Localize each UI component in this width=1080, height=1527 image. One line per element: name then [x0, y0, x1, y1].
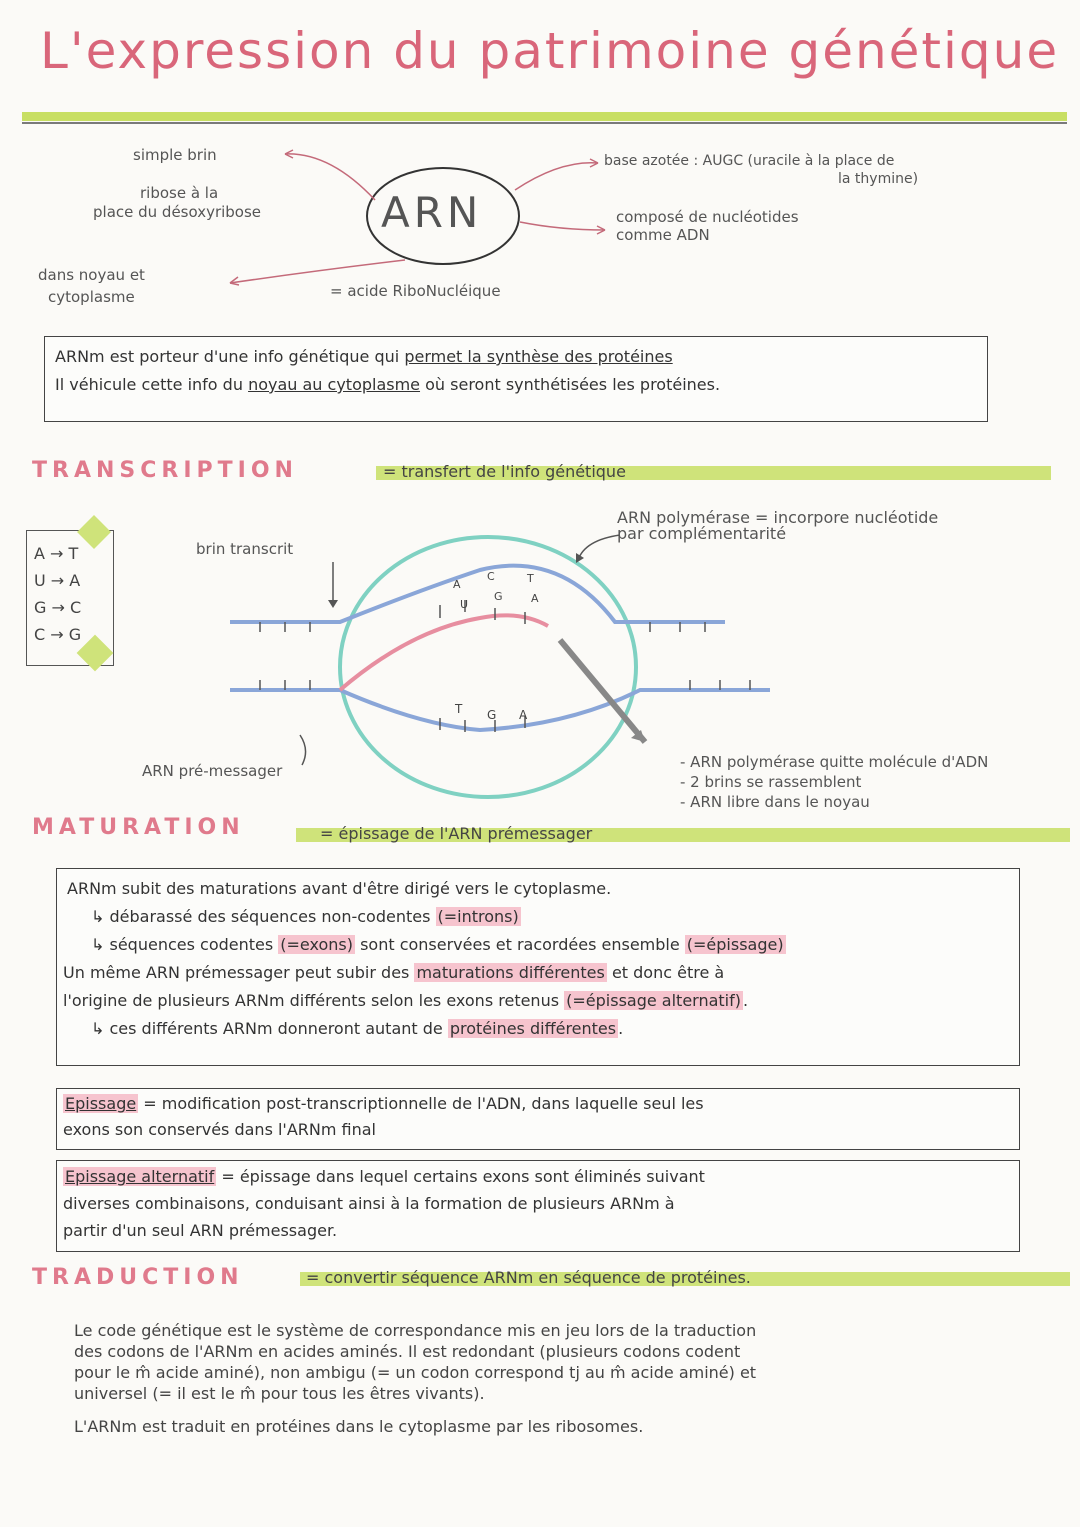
arn-base-line2: la thymine)	[838, 171, 919, 187]
epissage-alt-line1: = épissage dans lequel certains exons sont éliminés suivant	[216, 1167, 705, 1186]
maturation-line4-c: et donc être à	[606, 963, 725, 982]
arnm-line2-b: noyau au cytoplasme	[248, 375, 421, 394]
traduction-p1-line2: des codons de l'ARNm en acides aminés. Il est redondant (plusieurs codons codent	[74, 1342, 741, 1361]
traduction-p1-line1: Le code génétique est le système de correspondance mis en jeu lors de la traduction	[74, 1321, 757, 1340]
maturation-line3-c: sont conservées et racordées ensemble	[354, 935, 685, 954]
arn-center-label: ARN	[381, 188, 483, 237]
pair-u-a: U → A	[34, 571, 81, 590]
note-brins-rassemblent: - 2 brins se rassemblent	[680, 773, 862, 791]
maturation-line1: ARNm subit des maturations avant d'être dirigé vers le cytoplasme.	[67, 879, 612, 898]
maturation-epissage: (=épissage)	[686, 935, 784, 954]
epissage-alternatif-box	[56, 1160, 1020, 1252]
arn-polymerase-label-2: par complémentarité	[617, 524, 787, 543]
traduction-p1-line3: pour le m̂ acide aminé), non ambigu (= un codon correspond tj au m̂ acide aminé) et	[74, 1363, 757, 1382]
epissage-alt-term: Epissage alternatif	[65, 1167, 215, 1186]
top-letter-c: C	[487, 570, 495, 583]
brin-transcrit-label: brin transcrit	[196, 540, 294, 558]
maturation-title: MATURATION	[32, 815, 245, 840]
epissage-alt-line2: diverses combinaisons, conduisant ainsi à la formation de plusieurs ARNm à	[63, 1194, 675, 1213]
arn-compose-line1: composé de nucléotides	[616, 208, 799, 226]
arn-ribose-line1: ribose à la	[140, 184, 219, 202]
maturation-differentes: maturations différentes	[416, 963, 605, 982]
maturation-line5-c: .	[743, 991, 749, 1010]
arn-noyau-line1: dans noyau et	[38, 266, 145, 284]
title-underline	[22, 112, 1067, 121]
pair-g-c: G → C	[34, 598, 82, 617]
maturation-line3-a: ↳ séquences codentes	[91, 935, 279, 954]
traduction-p2: L'ARNm est traduit en protéines dans le cytoplasme par les ribosomes.	[74, 1417, 644, 1436]
maturation-alternatif: (=épissage alternatif)	[566, 991, 741, 1010]
maturation-line4-a: Un même ARN prémessager peut subir des	[63, 963, 415, 982]
maturation-line2-a: ↳ débarassé des séquences non-codentes	[91, 907, 436, 926]
arn-polymerase-label-1: ARN polymérase = incorpore nucléotide	[617, 508, 939, 527]
top-letter-u: U	[460, 598, 469, 611]
arn-simple-brin: simple brin	[133, 146, 217, 164]
top-letter-g: G	[494, 590, 503, 603]
transcription-title: TRANSCRIPTION	[32, 458, 298, 483]
top-letter-t: T	[527, 572, 534, 585]
epissage-alt-line3: partir d'un seul ARN prémessager.	[63, 1221, 338, 1240]
arn-compose-line2: comme ADN	[616, 226, 710, 244]
maturation-box	[56, 868, 1020, 1066]
arnm-line1-b: permet la synthèse des protéines	[404, 347, 673, 366]
epissage-line1: = modification post-transcriptionnelle de l'ADN, dans laquelle seul les	[138, 1094, 704, 1113]
polymerase-notes	[680, 752, 988, 812]
pair-a-t: A → T	[34, 544, 79, 563]
maturation-subtitle: = épissage de l'ARN prémessager	[320, 824, 593, 843]
epissage-definition-box	[56, 1088, 1020, 1150]
arn-base-line1: base azotée : AUGC (uracile à la place de	[604, 153, 895, 169]
arn-acide-definition: = acide RiboNucléique	[330, 282, 501, 300]
epissage-line2: exons son conservés dans l'ARNm final	[63, 1120, 376, 1139]
arn-noyau-line2: cytoplasme	[48, 288, 135, 306]
maturation-line5-a: l'origine de plusieurs ARNm différents selon les exons retenus	[63, 991, 565, 1010]
bottom-letter-t: T	[455, 702, 463, 716]
traduction-p1-line4: universel (= il est le m̂ pour tous les êtres vivants).	[74, 1384, 485, 1403]
arnm-definition-box	[44, 336, 988, 422]
bottom-letter-g: G	[487, 708, 497, 722]
page-title: L'expression du patrimoine génétique	[40, 22, 1060, 80]
bottom-letter-a: A	[519, 708, 528, 722]
arn-pre-messager-label: ARN pré-messager	[142, 762, 283, 780]
top-letter-a2: A	[531, 592, 539, 605]
maturation-introns: (=introns)	[437, 907, 519, 926]
transcription-subtitle: = transfert de l'info génétique	[383, 462, 626, 481]
title-rule	[22, 122, 1067, 124]
note-arn-libre: - ARN libre dans le noyau	[680, 793, 870, 811]
traduction-subtitle: = convertir séquence ARNm en séquence de protéines.	[306, 1268, 751, 1287]
traduction-text	[74, 1320, 1014, 1449]
epissage-term: Epissage	[65, 1094, 137, 1113]
maturation-line6-c: .	[618, 1019, 624, 1038]
note-polymerase-quitte: - ARN polymérase quitte molécule d'ADN	[680, 753, 989, 771]
maturation-exons: (=exons)	[280, 935, 353, 954]
arnm-line1-a: ARNm est porteur d'une info génétique qui	[55, 347, 405, 366]
pair-c-g: C → G	[34, 625, 82, 644]
arnm-line2-c: où seront synthétisées les protéines.	[420, 375, 721, 394]
arn-ribose-line2: place du désoxyribose	[93, 203, 262, 221]
maturation-proteines: protéines différentes	[449, 1019, 617, 1038]
traduction-title: TRADUCTION	[32, 1265, 244, 1290]
maturation-line6-a: ↳ ces différents ARNm donneront autant de	[91, 1019, 448, 1038]
arnm-line2-a: Il véhicule cette info du	[55, 375, 249, 394]
top-letter-a: A	[453, 578, 461, 591]
